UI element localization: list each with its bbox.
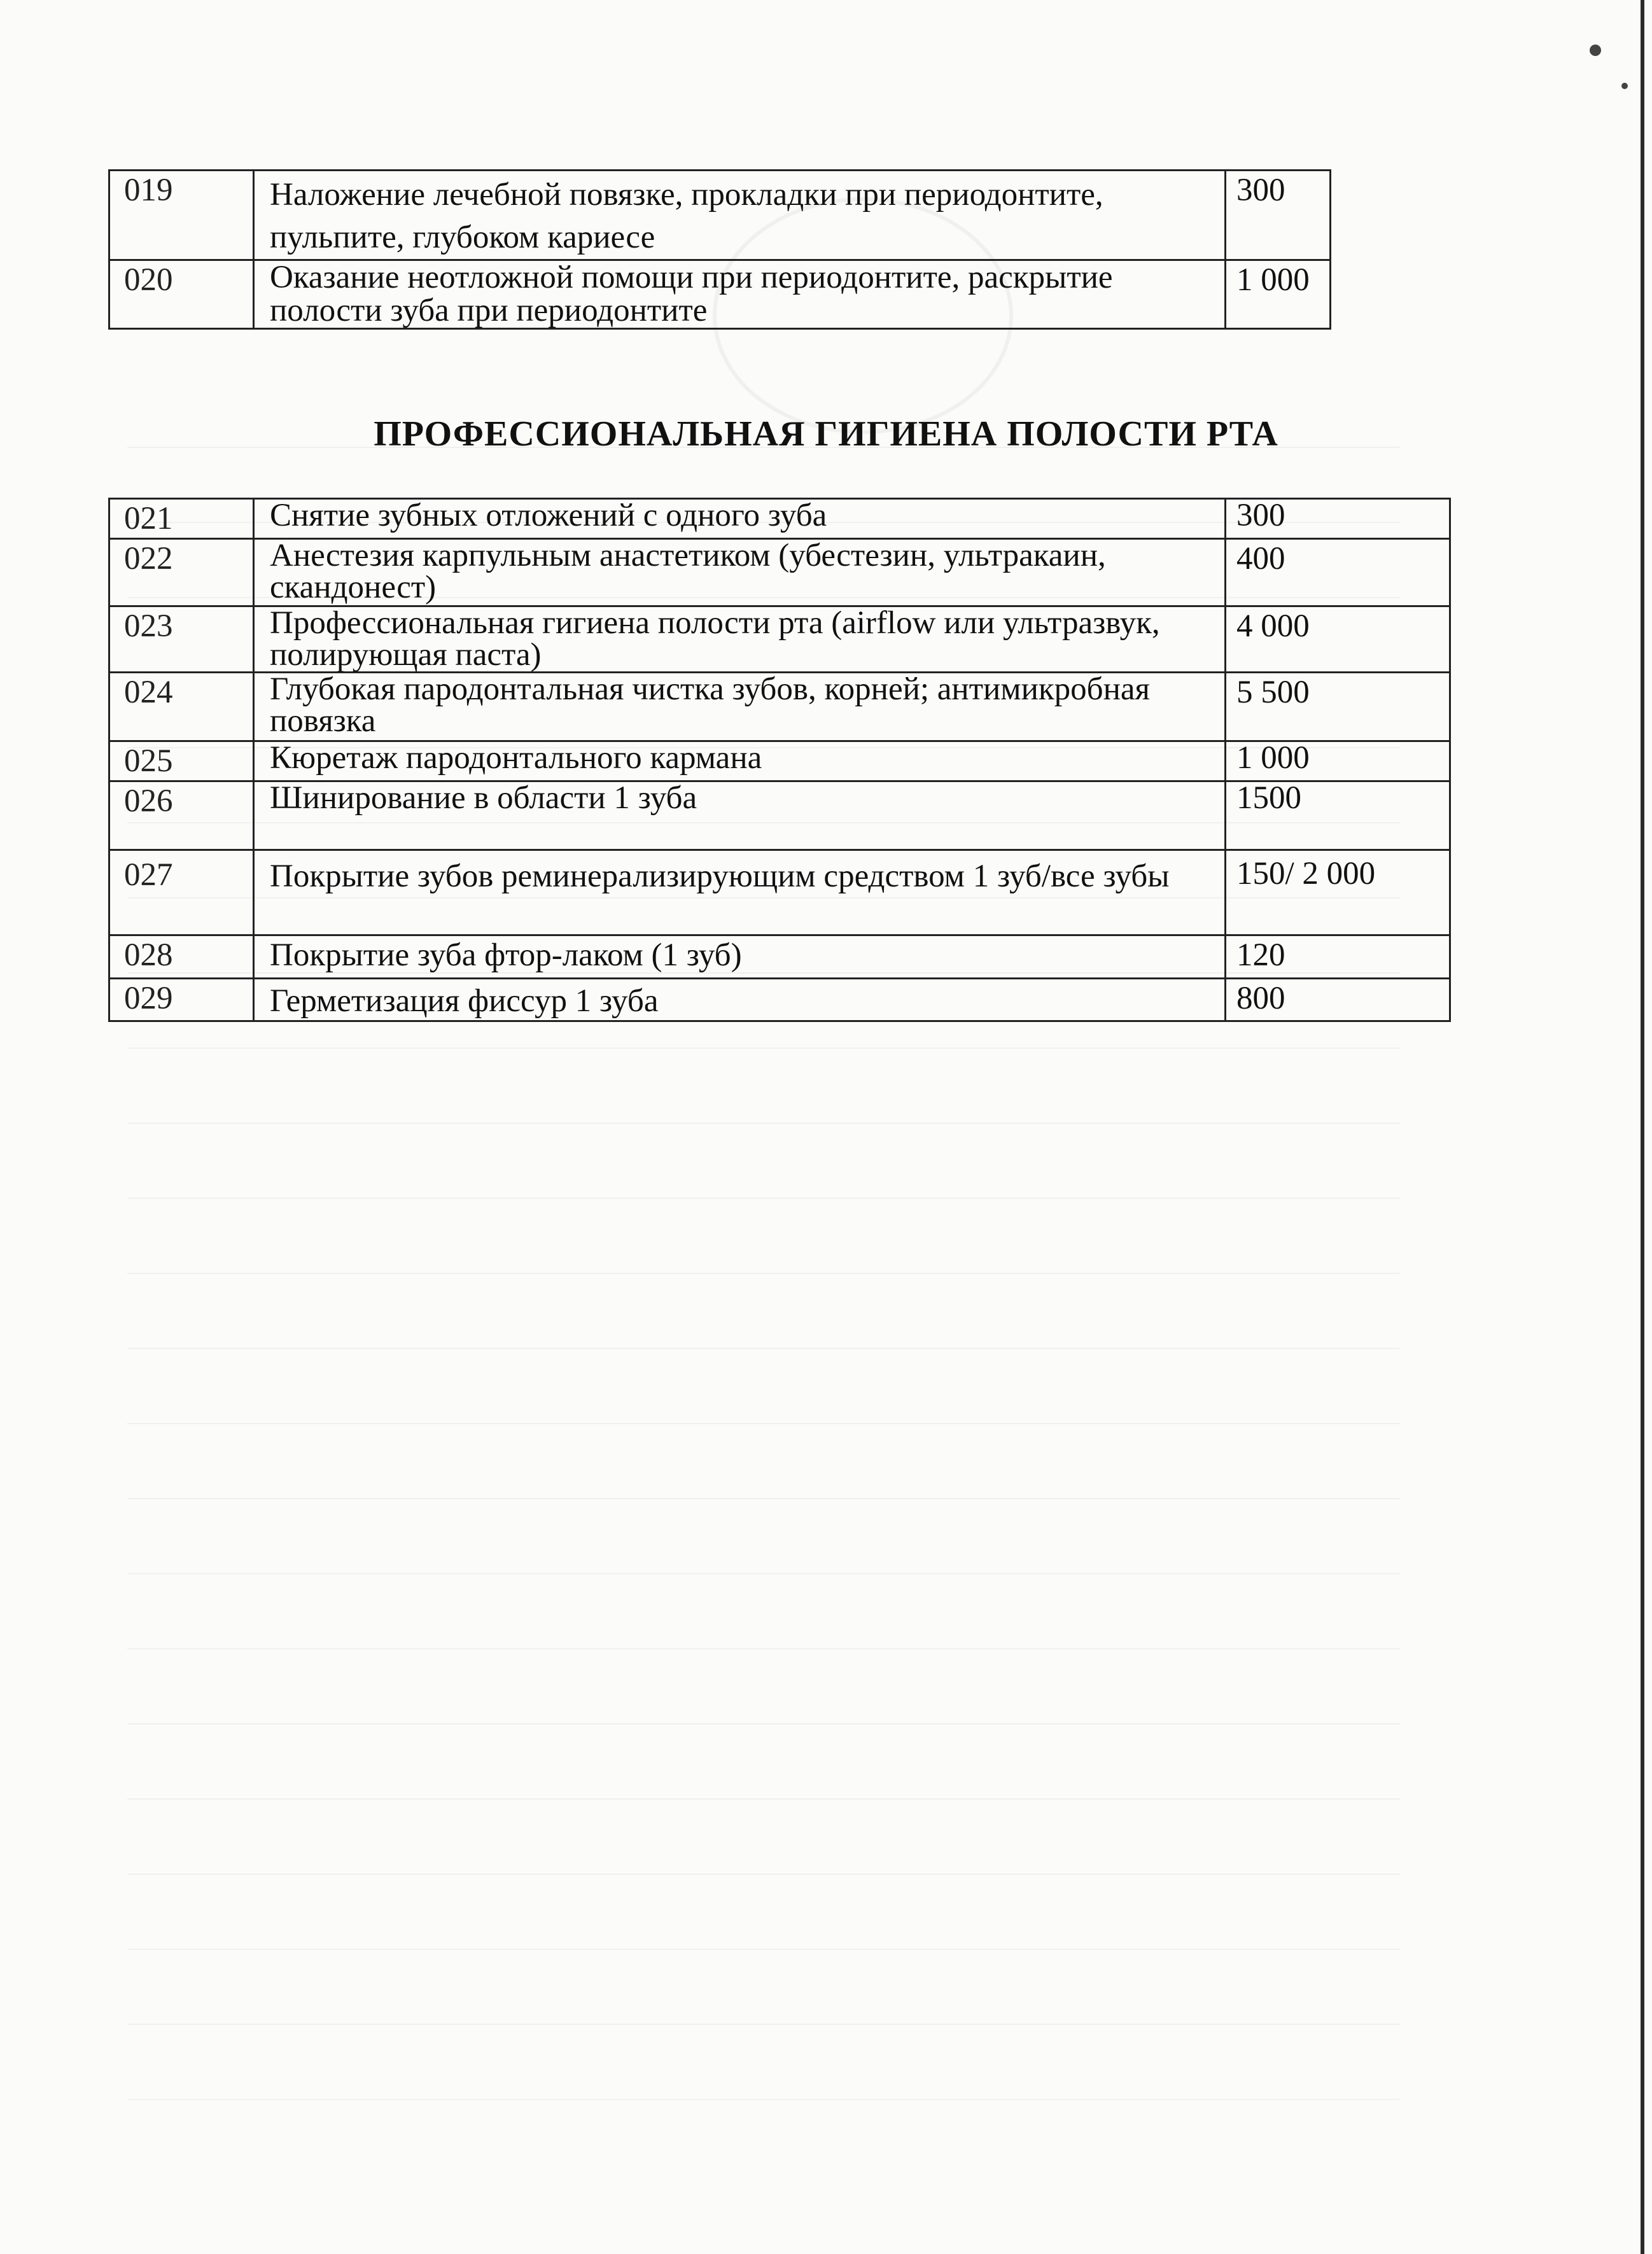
table-row [109, 171, 1331, 260]
service-code: 029 [109, 979, 254, 1021]
service-name: Глубокая пародонтальная чистка зубов, корней; антимикробная повязка [254, 673, 1226, 741]
service-name: Покрытие зуба фтор-лаком (1 зуб) [254, 935, 1226, 979]
service-price: 5 500 [1226, 673, 1450, 741]
service-price: 4 000 [1226, 606, 1450, 673]
price-table-top [108, 169, 1331, 330]
service-code: 021 [109, 499, 254, 539]
service-code: 022 [109, 539, 254, 606]
table-row [109, 979, 1450, 1021]
service-code: 026 [109, 781, 254, 850]
table-row [109, 935, 1450, 979]
scan-edge-line [1641, 0, 1644, 2254]
service-name: Снятие зубных отложений с одного зуба [254, 499, 1226, 539]
service-code: 024 [109, 673, 254, 741]
service-price: 400 [1226, 539, 1450, 606]
table-row [109, 673, 1450, 741]
service-code: 023 [109, 606, 254, 673]
service-name: Кюретаж пародонтального кармана [254, 741, 1226, 781]
table-row [109, 539, 1450, 606]
service-name: Шинирование в области 1 зуба [254, 781, 1226, 850]
table-row [109, 606, 1450, 673]
service-price: 1500 [1226, 781, 1450, 850]
service-name: Оказание неотложной помощи при периодонтите, раскрытие полости зуба при периодонтите [254, 260, 1226, 329]
table-row [109, 741, 1450, 781]
service-price: 150/ 2 000 [1226, 850, 1450, 935]
service-price: 120 [1226, 935, 1450, 979]
service-code: 028 [109, 935, 254, 979]
service-name: Покрытие зубов реминерализирующим средством 1 зуб/все зубы [254, 850, 1226, 935]
service-price: 800 [1226, 979, 1450, 1021]
service-name: Профессиональная гигиена полости рта (airflow или ультразвук, полирующая паста) [254, 606, 1226, 673]
service-price: 300 [1226, 171, 1331, 260]
section-title: ПРОФЕССИОНАЛЬНАЯ ГИГИЕНА ПОЛОСТИ РТА [374, 414, 1278, 454]
service-price: 1 000 [1226, 741, 1450, 781]
table-row [109, 850, 1450, 935]
service-code: 025 [109, 741, 254, 781]
service-code: 027 [109, 850, 254, 935]
scan-edge-mark [1590, 45, 1601, 56]
table-row [109, 260, 1331, 329]
service-price: 300 [1226, 499, 1450, 539]
service-code: 019 [109, 171, 254, 260]
table-row [109, 781, 1450, 850]
service-price: 1 000 [1226, 260, 1331, 329]
price-table-hygiene [108, 498, 1451, 1022]
scan-edge-mark [1621, 83, 1628, 89]
table-row [109, 499, 1450, 539]
service-name: Анестезия карпульным анастетиком (убестезин, ультракаин, скандонест) [254, 539, 1226, 606]
service-name: Герметизация фиссур 1 зуба [254, 979, 1226, 1021]
service-name: Наложение лечебной повязке, прокладки при периодонтите, пульпите, глубоком кариесе [254, 171, 1226, 260]
service-code: 020 [109, 260, 254, 329]
